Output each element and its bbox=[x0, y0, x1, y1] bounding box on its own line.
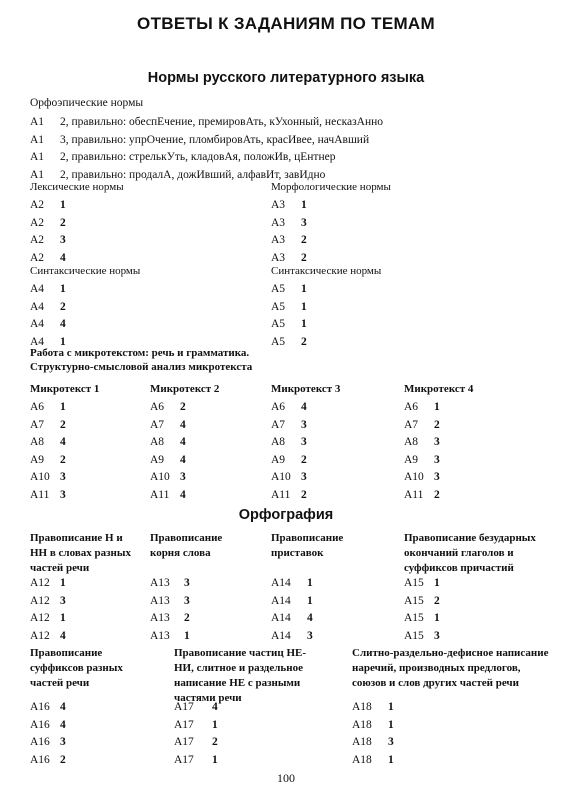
task-code: А15 bbox=[404, 577, 424, 589]
task-code: А13 bbox=[150, 612, 170, 624]
answer-value: 2 bbox=[301, 251, 307, 264]
answer-value: 2 bbox=[434, 488, 440, 501]
answer-value: 1 bbox=[212, 753, 218, 766]
answer-value: 3 bbox=[60, 488, 66, 501]
task-code: А16 bbox=[30, 718, 50, 731]
orthography-a14-answers bbox=[271, 575, 313, 645]
orthography-endings-heading: Правописание безударных окончаний глаголов и суффиксов причастий bbox=[404, 532, 536, 574]
orthoepic-line bbox=[30, 114, 383, 132]
answer-value: 4 bbox=[301, 401, 307, 413]
answer-value: 2 bbox=[60, 453, 66, 466]
microtext-3-answers bbox=[271, 399, 307, 504]
answer-text: 3, правильно: упрОчение, пломбировАть, красИвее, начАвший bbox=[60, 133, 370, 146]
answer-row bbox=[150, 628, 190, 646]
task-code: А11 bbox=[271, 488, 291, 501]
answer-value: 1 bbox=[212, 718, 218, 731]
morphological-heading: Морфологические нормы bbox=[271, 181, 391, 193]
task-code: А1 bbox=[30, 133, 45, 146]
lexical-answers bbox=[30, 197, 66, 267]
answer-row bbox=[271, 593, 313, 611]
answer-row bbox=[271, 575, 313, 593]
answer-row bbox=[30, 593, 66, 611]
answer-text: 2, правильно: продалА, дожИвший, алфавИт, завИдно bbox=[60, 168, 326, 181]
answer-row bbox=[271, 610, 313, 628]
answer-value: 1 bbox=[60, 612, 66, 624]
answer-value: 1 bbox=[388, 701, 394, 713]
answer-value: 4 bbox=[307, 612, 313, 624]
answer-value: 3 bbox=[60, 471, 66, 483]
orthography-a13-answers bbox=[150, 575, 190, 645]
lexical-heading: Лексические нормы bbox=[30, 181, 124, 193]
answer-row bbox=[150, 575, 190, 593]
answer-value: 4 bbox=[60, 251, 66, 264]
answer-row bbox=[30, 215, 66, 233]
answer-row bbox=[271, 628, 313, 646]
task-code: А2 bbox=[30, 199, 45, 211]
answer-row bbox=[271, 487, 307, 505]
answer-row bbox=[150, 469, 186, 487]
syntax-a4-answers bbox=[30, 281, 66, 351]
answer-row bbox=[404, 593, 440, 611]
task-code: А9 bbox=[150, 453, 165, 466]
answer-row bbox=[150, 593, 190, 611]
answer-row bbox=[271, 232, 307, 250]
answer-value: 3 bbox=[60, 594, 66, 607]
answer-value: 3 bbox=[301, 216, 307, 229]
answer-row bbox=[404, 610, 440, 628]
answer-row bbox=[30, 752, 66, 770]
task-code: А7 bbox=[271, 418, 286, 431]
answer-row bbox=[30, 197, 66, 215]
section-title-orthography: Орфография bbox=[238, 507, 334, 523]
answer-value: 2 bbox=[301, 234, 307, 246]
answer-value: 1 bbox=[184, 629, 190, 642]
answer-row bbox=[271, 281, 307, 299]
answer-row bbox=[271, 452, 307, 470]
answer-value: 1 bbox=[301, 283, 307, 295]
task-code: А1 bbox=[30, 168, 45, 181]
answer-value: 1 bbox=[60, 401, 66, 413]
task-code: А10 bbox=[404, 471, 424, 483]
task-code: А17 bbox=[174, 701, 194, 713]
answer-value: 1 bbox=[434, 401, 440, 413]
task-code: А2 bbox=[30, 251, 45, 264]
answer-value: 1 bbox=[388, 753, 394, 766]
answer-row bbox=[30, 734, 66, 752]
task-code: А14 bbox=[271, 629, 291, 642]
answer-value: 3 bbox=[301, 471, 307, 483]
answer-value: 4 bbox=[60, 629, 66, 642]
answer-value: 3 bbox=[60, 234, 66, 246]
task-code: А18 bbox=[352, 736, 372, 748]
answer-value: 1 bbox=[301, 300, 307, 313]
task-code: А14 bbox=[271, 612, 291, 624]
answer-row bbox=[174, 699, 218, 717]
answer-value: 4 bbox=[180, 488, 186, 501]
task-code: А2 bbox=[30, 234, 45, 246]
answer-value: 1 bbox=[434, 612, 440, 624]
task-code: А16 bbox=[30, 701, 50, 713]
task-code: А11 bbox=[150, 488, 170, 501]
task-code: А10 bbox=[271, 471, 291, 483]
task-code: А14 bbox=[271, 594, 291, 607]
answer-value: 1 bbox=[60, 577, 66, 589]
answer-row bbox=[30, 487, 66, 505]
task-code: А4 bbox=[30, 335, 45, 348]
answer-value: 1 bbox=[60, 199, 66, 211]
answer-value: 3 bbox=[434, 629, 440, 642]
answer-value: 4 bbox=[60, 701, 66, 713]
answer-value: 2 bbox=[60, 216, 66, 229]
answer-row bbox=[150, 417, 186, 435]
answer-value: 3 bbox=[184, 594, 190, 607]
task-code: А16 bbox=[30, 736, 50, 748]
answer-row bbox=[404, 434, 440, 452]
orthography-hyphenation-heading: Слитно-раздельно-дефисное написание наречий, производных предлогов, союзов и слов других частей речи bbox=[352, 647, 549, 689]
task-code: А3 bbox=[271, 216, 286, 229]
syntax-a4-heading: Синтаксические нормы bbox=[30, 265, 141, 277]
answer-row bbox=[150, 452, 186, 470]
task-code: А7 bbox=[150, 418, 165, 431]
task-code: А13 bbox=[150, 629, 170, 642]
answer-value: 3 bbox=[434, 471, 440, 483]
task-code: А8 bbox=[404, 436, 419, 448]
task-code: А18 bbox=[352, 701, 372, 713]
task-code: А15 bbox=[404, 594, 424, 607]
answer-row bbox=[30, 717, 66, 735]
task-code: А4 bbox=[30, 300, 45, 313]
answer-value: 3 bbox=[434, 436, 440, 448]
microtext-2-title: Микротекст 2 bbox=[150, 383, 220, 395]
answer-row bbox=[30, 232, 66, 250]
syntax-a5-answers bbox=[271, 281, 307, 351]
answer-row bbox=[174, 734, 218, 752]
task-code: А8 bbox=[30, 436, 45, 448]
task-code: А6 bbox=[404, 401, 419, 413]
task-code: А1 bbox=[30, 151, 45, 163]
answer-row bbox=[352, 717, 394, 735]
task-code: А6 bbox=[271, 401, 286, 413]
answer-value: 2 bbox=[60, 300, 66, 313]
answer-row bbox=[404, 417, 440, 435]
task-code: А12 bbox=[30, 577, 50, 589]
answer-value: 4 bbox=[60, 436, 66, 448]
orthography-n-nn-heading: Правописание Н и НН в словах разных частей речи bbox=[30, 532, 131, 574]
answer-row bbox=[271, 399, 307, 417]
answer-row bbox=[404, 487, 440, 505]
task-code: А3 bbox=[271, 251, 286, 264]
answer-value: 2 bbox=[434, 418, 440, 431]
morphological-answers bbox=[271, 197, 307, 267]
orthoepic-list bbox=[30, 114, 383, 184]
answer-row bbox=[30, 281, 66, 299]
answer-row bbox=[404, 575, 440, 593]
answer-text: 2, правильно: обеспЕчение, премировАть, кУхонный, несказАнно bbox=[60, 116, 383, 128]
answer-value: 2 bbox=[60, 418, 66, 431]
answer-row bbox=[174, 717, 218, 735]
answer-row bbox=[150, 610, 190, 628]
answer-row bbox=[271, 434, 307, 452]
answer-row bbox=[352, 699, 394, 717]
answer-row bbox=[30, 452, 66, 470]
task-code: А13 bbox=[150, 594, 170, 607]
answer-row bbox=[271, 197, 307, 215]
orthography-suffix-heading: Правописание суффиксов разных частей речи bbox=[30, 647, 123, 689]
section-title-language-norms: Нормы русского литературного языка bbox=[147, 70, 425, 86]
answer-value: 4 bbox=[180, 436, 186, 448]
task-code: А16 bbox=[30, 753, 50, 766]
task-code: А17 bbox=[174, 736, 194, 748]
orthography-prefix-heading: Правописание приставок bbox=[271, 532, 344, 559]
page-number: 100 bbox=[277, 771, 295, 785]
task-code: А8 bbox=[271, 436, 286, 448]
answer-value: 1 bbox=[307, 577, 313, 589]
answer-value: 3 bbox=[301, 436, 307, 448]
answer-value: 3 bbox=[184, 577, 190, 589]
microtext-3-title: Микротекст 3 bbox=[271, 383, 341, 395]
answer-row bbox=[271, 334, 307, 352]
microtext-4-answers bbox=[404, 399, 440, 504]
answer-row bbox=[271, 417, 307, 435]
answer-row bbox=[404, 628, 440, 646]
task-code: А12 bbox=[30, 594, 50, 607]
answer-row bbox=[30, 699, 66, 717]
microtext-heading-line2: Структурно-смысловой анализ микротекста bbox=[30, 361, 253, 373]
answer-value: 1 bbox=[60, 335, 66, 348]
answer-value: 4 bbox=[60, 718, 66, 731]
answer-row bbox=[30, 417, 66, 435]
task-code: А18 bbox=[352, 753, 372, 766]
task-code: А6 bbox=[150, 401, 165, 413]
orthography-particles-heading: Правописание частиц НЕ-НИ, слитное и раздельное написание НЕ с разными частями речи bbox=[174, 647, 307, 704]
answer-value: 3 bbox=[388, 736, 394, 748]
orthography-root-heading: Правописание корня слова bbox=[150, 532, 223, 559]
task-code: А9 bbox=[404, 453, 419, 466]
answer-row bbox=[352, 734, 394, 752]
answer-value: 1 bbox=[301, 318, 307, 330]
task-code: А12 bbox=[30, 612, 50, 624]
answer-value: 2 bbox=[184, 612, 190, 624]
orthoepic-line bbox=[30, 149, 383, 167]
syntax-a5-heading: Синтаксические нормы bbox=[271, 265, 382, 277]
task-code: А9 bbox=[271, 453, 286, 466]
answer-row bbox=[30, 434, 66, 452]
orthography-a18-answers bbox=[352, 699, 394, 769]
orthography-a12-answers bbox=[30, 575, 66, 645]
answer-row bbox=[271, 469, 307, 487]
task-code: А5 bbox=[271, 335, 286, 348]
answer-value: 2 bbox=[434, 594, 440, 607]
answer-row bbox=[352, 752, 394, 770]
task-code: А17 bbox=[174, 718, 194, 731]
answer-value: 3 bbox=[434, 453, 440, 466]
task-code: А4 bbox=[30, 318, 45, 330]
task-code: А11 bbox=[30, 488, 50, 501]
task-code: А7 bbox=[404, 418, 419, 431]
answer-row bbox=[30, 575, 66, 593]
answer-value: 2 bbox=[301, 488, 307, 501]
microtext-4-title: Микротекст 4 bbox=[404, 383, 474, 395]
task-code: А15 bbox=[404, 629, 424, 642]
task-code: А5 bbox=[271, 283, 286, 295]
answer-row bbox=[404, 469, 440, 487]
answer-value: 1 bbox=[307, 594, 313, 607]
task-code: А13 bbox=[150, 577, 170, 589]
microtext-heading-line1: Работа с микротекстом: речь и грамматика. bbox=[30, 347, 250, 359]
task-code: А10 bbox=[150, 471, 170, 483]
answer-value: 3 bbox=[307, 629, 313, 642]
task-code: А4 bbox=[30, 283, 45, 295]
answer-value: 2 bbox=[60, 753, 66, 766]
answer-row bbox=[30, 610, 66, 628]
task-code: А5 bbox=[271, 300, 286, 313]
task-code: А2 bbox=[30, 216, 45, 229]
answer-value: 4 bbox=[212, 701, 218, 713]
answer-value: 4 bbox=[180, 453, 186, 466]
answer-row bbox=[30, 316, 66, 334]
microtext-1-answers bbox=[30, 399, 66, 504]
answer-row bbox=[271, 316, 307, 334]
task-code: А15 bbox=[404, 612, 424, 624]
task-code: А14 bbox=[271, 577, 291, 589]
answer-row bbox=[150, 434, 186, 452]
task-code: А18 bbox=[352, 718, 372, 731]
orthoepic-heading: Орфоэпические нормы bbox=[30, 97, 144, 109]
microtext-1-title: Микротекст 1 bbox=[30, 383, 100, 395]
task-code: А3 bbox=[271, 234, 286, 246]
answer-row bbox=[30, 399, 66, 417]
answer-row bbox=[404, 452, 440, 470]
orthography-a15-answers bbox=[404, 575, 440, 645]
answer-value: 1 bbox=[60, 283, 66, 295]
task-code: А12 bbox=[30, 629, 50, 642]
answer-value: 2 bbox=[212, 736, 218, 748]
answer-value: 3 bbox=[301, 418, 307, 431]
answer-row bbox=[30, 299, 66, 317]
answer-value: 1 bbox=[434, 577, 440, 589]
task-code: А10 bbox=[30, 471, 50, 483]
answer-row bbox=[174, 752, 218, 770]
task-code: А3 bbox=[271, 199, 286, 211]
answer-row bbox=[271, 215, 307, 233]
answer-value: 2 bbox=[301, 453, 307, 466]
orthography-a17-answers bbox=[174, 699, 218, 769]
answer-value: 2 bbox=[301, 335, 307, 348]
answer-value: 4 bbox=[180, 418, 186, 431]
task-code: А8 bbox=[150, 436, 165, 448]
answer-value: 1 bbox=[388, 718, 394, 731]
task-code: А6 bbox=[30, 401, 45, 413]
orthoepic-line bbox=[30, 132, 383, 150]
answer-value: 3 bbox=[180, 471, 186, 483]
answer-value: 3 bbox=[60, 736, 66, 748]
task-code: А17 bbox=[174, 753, 194, 766]
answer-value: 2 bbox=[180, 401, 186, 413]
task-code: А7 bbox=[30, 418, 45, 431]
answer-row bbox=[404, 399, 440, 417]
answer-value: 4 bbox=[60, 318, 66, 330]
task-code: А1 bbox=[30, 116, 45, 128]
answer-row bbox=[150, 487, 186, 505]
task-code: А5 bbox=[271, 318, 286, 330]
answer-row bbox=[150, 399, 186, 417]
orthography-a16-answers bbox=[30, 699, 66, 769]
task-code: А9 bbox=[30, 453, 45, 466]
answer-row bbox=[30, 628, 66, 646]
answer-value: 1 bbox=[301, 199, 307, 211]
page-title: ОТВЕТЫ К ЗАДАНИЯМ ПО ТЕМАМ bbox=[137, 14, 435, 33]
answer-row bbox=[271, 299, 307, 317]
task-code: А11 bbox=[404, 488, 424, 501]
answer-row bbox=[30, 469, 66, 487]
answer-text: 2, правильно: стрелькУть, кладовАя, положИв, цЕнтнер bbox=[60, 151, 336, 163]
microtext-2-answers bbox=[150, 399, 186, 504]
